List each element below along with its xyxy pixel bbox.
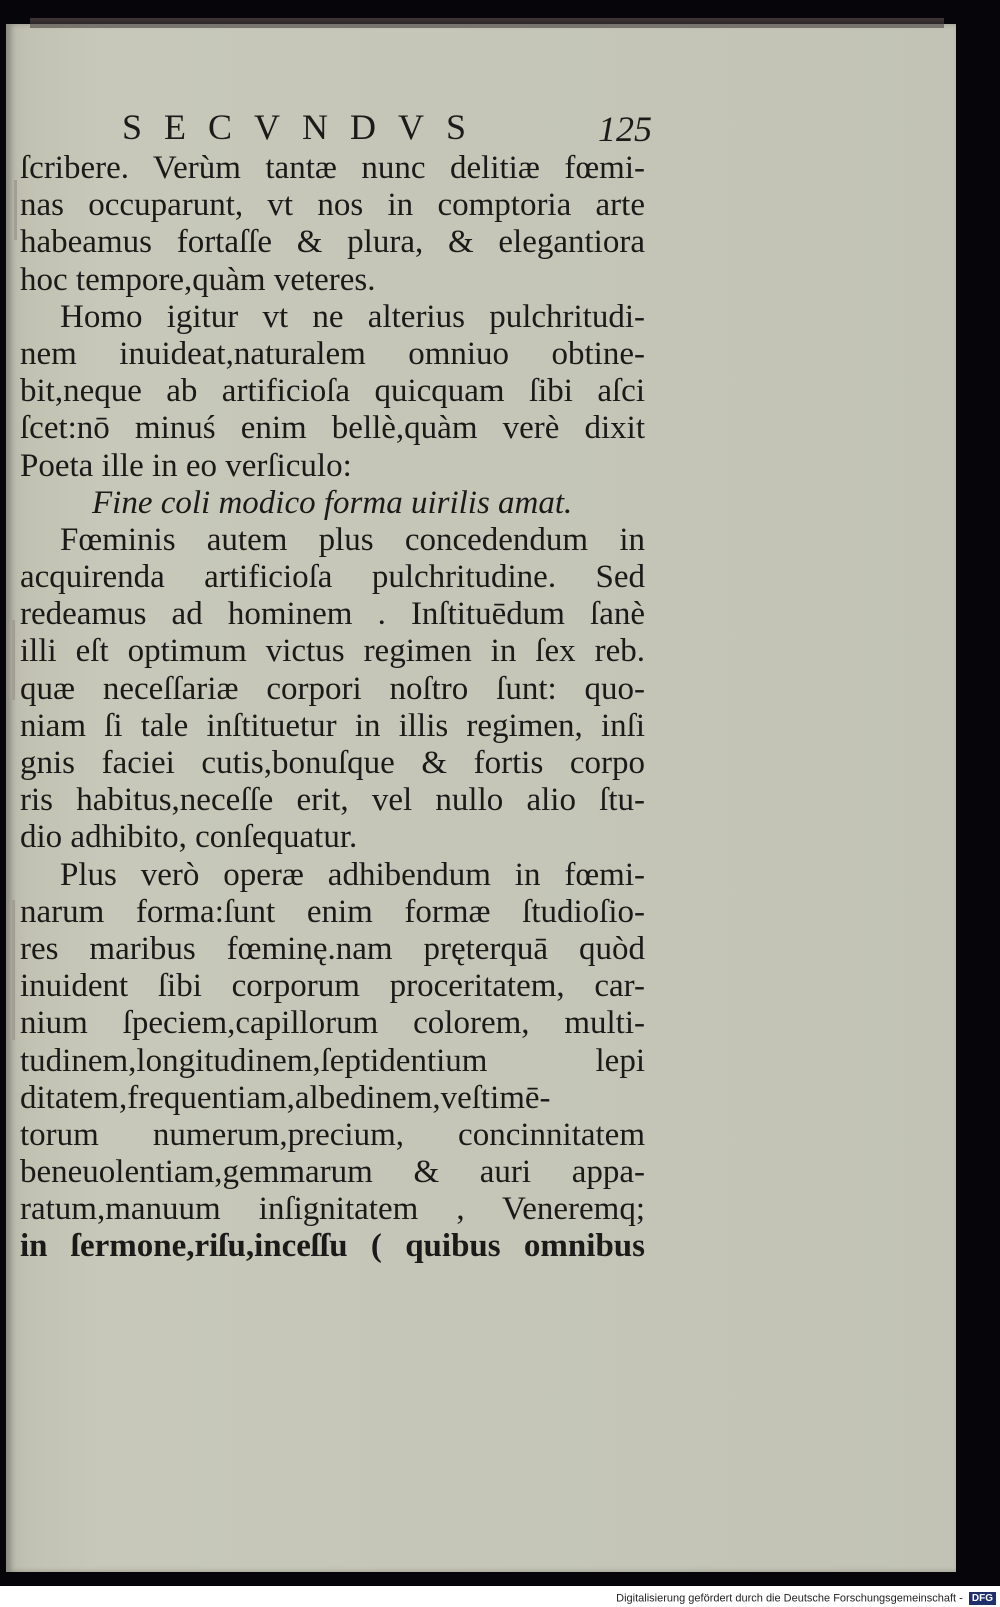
- body-text: [20, 150, 645, 1266]
- text-line: niam ſi tale inſtituetur in illis regimen, inſi: [20, 707, 645, 744]
- text-line: ditatem,frequentiam,albedinem,veſtimē-: [20, 1079, 551, 1116]
- text-line: hoc tempore,quàm veteres.: [20, 261, 376, 298]
- text-line: Poeta ille in eo verſiculo:: [20, 447, 352, 484]
- text-line: ſcribere. Verùm tantæ nunc delitiæ fœmi-: [20, 150, 645, 186]
- text-line: inuident ſibi corporum proceritatem, car-: [20, 968, 645, 1005]
- running-head: SECVNDVS: [122, 107, 489, 147]
- page-number: 125: [598, 109, 652, 149]
- digitization-credit: [616, 1592, 996, 1605]
- left-margin-mark: [12, 620, 15, 700]
- text-line: tudinem,longitudinem,ſeptidentium lepi: [20, 1042, 645, 1079]
- text-line: beneuolentiam,gemmarum & auri appa-: [20, 1154, 645, 1191]
- text-line: in ſermone,riſu,inceſſu ( quibus omnibus: [20, 1228, 645, 1265]
- text-line: res maribus fœminę.nam pręterquā quòd: [20, 930, 645, 967]
- text-line: Fœminis autem plus concedendum in: [60, 521, 645, 558]
- text-line: torum numerum,precium, concinnitatem: [20, 1116, 645, 1153]
- dfg-logo[interactable]: DFG: [969, 1592, 996, 1605]
- text-line: ris habitus,neceſſe erit, vel nullo alio ſtu-: [20, 782, 645, 819]
- text-line: redeamus ad hominem . Inſtituēdum ſanè: [20, 596, 645, 633]
- text-line: quæ neceſſariæ corpori noſtro ſunt: quo-: [20, 670, 645, 707]
- text-line: ſcet:nō minuś enim bellè,quàm verè dixit: [20, 410, 645, 447]
- credit-text: Digitalisierung gefördert durch die Deutsche Forschungsgemeinschaft -: [616, 1592, 963, 1605]
- text-line: ratum,manuum inſignitatem , Veneremq;: [20, 1191, 645, 1228]
- text-line: Homo igitur vt ne alterius pulchritudi-: [60, 298, 645, 335]
- text-line: acquirenda artificioſa pulchritudine. Sed: [20, 559, 645, 596]
- text-line: bit,neque ab artificioſa quicquam ſibi aſci: [20, 373, 645, 410]
- text-line: nem inuideat,naturalem omniuo obtine-: [20, 335, 645, 372]
- text-line: narum forma:ſunt enim formæ ſtudioſio-: [20, 893, 645, 930]
- verse-quote: Fine coli modico forma uirilis amat.: [92, 484, 573, 521]
- text-line: nas occuparunt, vt nos in comptoria arte: [20, 187, 645, 224]
- left-margin-mark: [12, 900, 15, 1040]
- text-line: Plus verò operæ adhibendum in fœmi-: [60, 856, 645, 893]
- page-header: [122, 106, 652, 148]
- text-line: gnis faciei cutis,bonuſque & fortis corpo: [20, 745, 645, 781]
- left-margin-mark: [14, 180, 17, 240]
- text-line: habeamus fortaſſe & plura, & elegantiora: [20, 224, 645, 261]
- text-line: illi eſt optimum victus regimen in ſex reb.: [20, 633, 645, 670]
- text-line: dio adhibito, conſequatur.: [20, 819, 358, 856]
- page-top-edge: [30, 18, 944, 28]
- text-line: nium ſpeciem,capillorum colorem, multi-: [20, 1005, 645, 1042]
